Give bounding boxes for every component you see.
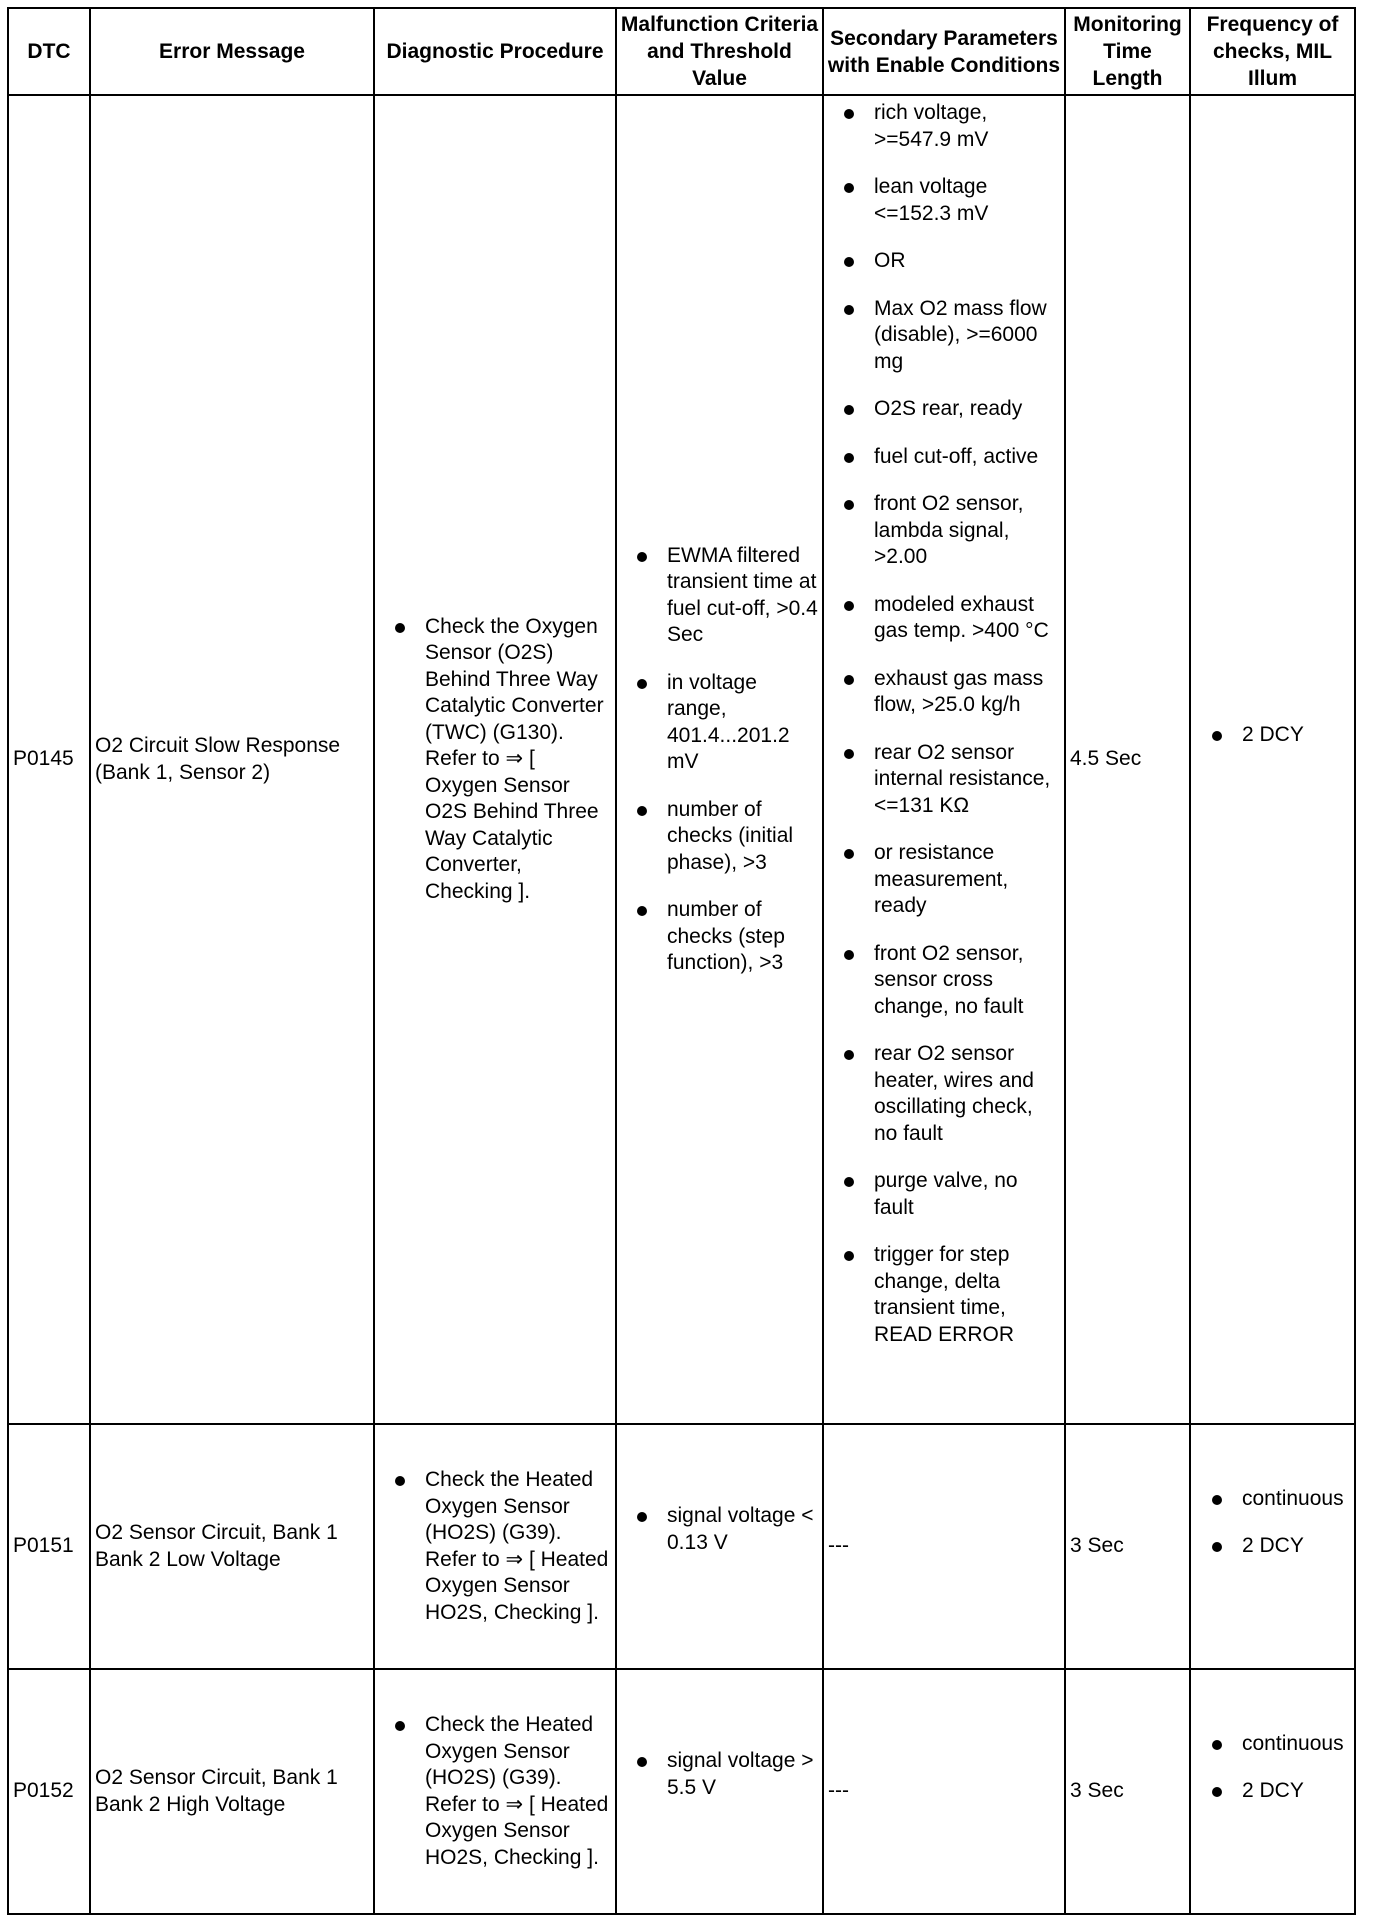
secondary-parameters: --- bbox=[823, 1424, 1065, 1669]
list-item: trigger for step change, delta transient time, READ ERROR bbox=[828, 1242, 1060, 1348]
list-item: 2 DCY bbox=[1195, 1533, 1350, 1560]
diagnostic-procedure bbox=[374, 1424, 616, 1669]
list-item: exhaust gas mass flow, >25.0 kg/h bbox=[828, 666, 1060, 719]
list-item: 2 DCY bbox=[1195, 722, 1350, 749]
header-malfunction-criteria: Malfunction Criteria and Threshold Value bbox=[616, 8, 823, 95]
list-item: lean voltage <=152.3 mV bbox=[828, 174, 1060, 227]
header-row bbox=[8, 8, 1355, 95]
list-item: rear O2 sensor internal resistance, <=131 KΩ bbox=[828, 740, 1060, 820]
secondary-parameters: --- bbox=[823, 1669, 1065, 1914]
list-item: rich voltage, >=547.9 mV bbox=[828, 100, 1060, 153]
list-item: 2 DCY bbox=[1195, 1778, 1350, 1805]
list-item: in voltage range, 401.4...201.2 mV bbox=[621, 670, 818, 776]
header-frequency: Frequency of checks, MIL Illum bbox=[1190, 8, 1355, 95]
table-row bbox=[8, 95, 1355, 1424]
list-item: number of checks (step function), >3 bbox=[621, 897, 818, 977]
list-item: rear O2 sensor heater, wires and oscillating check, no fault bbox=[828, 1041, 1060, 1147]
list-item: Check the Oxygen Sensor (O2S) Behind Three Way Catalytic Converter (TWC) (G130). Refer to ⇒ [ Oxygen Sensor O2S Behind Three Way Catalytic Converter, Checking ]. bbox=[379, 614, 611, 906]
dtc-code: P0145 bbox=[8, 95, 90, 1424]
malfunction-criteria bbox=[616, 1669, 823, 1914]
frequency bbox=[1190, 1669, 1355, 1914]
table-row bbox=[8, 1669, 1355, 1914]
list-item: front O2 sensor, sensor cross change, no fault bbox=[828, 941, 1060, 1021]
frequency bbox=[1190, 1424, 1355, 1669]
dtc-code: P0151 bbox=[8, 1424, 90, 1669]
malfunction-criteria bbox=[616, 1424, 823, 1669]
malfunction-criteria bbox=[616, 95, 823, 1424]
error-message: O2 Circuit Slow Response (Bank 1, Sensor 2) bbox=[90, 95, 374, 1424]
list-item: Check the Heated Oxygen Sensor (HO2S) (G39). Refer to ⇒ [ Heated Oxygen Sensor HO2S, Checking ]. bbox=[379, 1467, 611, 1626]
list-item: Max O2 mass flow (disable), >=6000 mg bbox=[828, 296, 1060, 376]
list-item: front O2 sensor, lambda signal, >2.00 bbox=[828, 491, 1060, 571]
error-message: O2 Sensor Circuit, Bank 1 Bank 2 High Voltage bbox=[90, 1669, 374, 1914]
header-secondary-parameters: Secondary Parameters with Enable Conditions bbox=[823, 8, 1065, 95]
list-item: signal voltage > 5.5 V bbox=[621, 1748, 818, 1801]
monitoring-time: 3 Sec bbox=[1065, 1669, 1190, 1914]
diagnostic-procedure bbox=[374, 95, 616, 1424]
list-item: O2S rear, ready bbox=[828, 396, 1060, 423]
table-row bbox=[8, 1424, 1355, 1669]
dtc-table bbox=[7, 7, 1356, 1915]
list-item: fuel cut-off, active bbox=[828, 444, 1060, 471]
list-item: modeled exhaust gas temp. >400 °C bbox=[828, 592, 1060, 645]
header-error-message: Error Message bbox=[90, 8, 374, 95]
header-monitoring-time: Monitoring Time Length bbox=[1065, 8, 1190, 95]
monitoring-time: 3 Sec bbox=[1065, 1424, 1190, 1669]
secondary-parameters bbox=[823, 95, 1065, 1424]
list-item: or resistance measurement, ready bbox=[828, 840, 1060, 920]
error-message: O2 Sensor Circuit, Bank 1 Bank 2 Low Voltage bbox=[90, 1424, 374, 1669]
list-item: continuous bbox=[1195, 1731, 1350, 1758]
dtc-code: P0152 bbox=[8, 1669, 90, 1914]
header-dtc: DTC bbox=[8, 8, 90, 95]
header-diagnostic-procedure: Diagnostic Procedure bbox=[374, 8, 616, 95]
frequency bbox=[1190, 95, 1355, 1424]
list-item: Check the Heated Oxygen Sensor (HO2S) (G39). Refer to ⇒ [ Heated Oxygen Sensor HO2S, Checking ]. bbox=[379, 1712, 611, 1871]
list-item: signal voltage < 0.13 V bbox=[621, 1503, 818, 1556]
diagnostic-procedure bbox=[374, 1669, 616, 1914]
monitoring-time: 4.5 Sec bbox=[1065, 95, 1190, 1424]
list-item: purge valve, no fault bbox=[828, 1168, 1060, 1221]
list-item: number of checks (initial phase), >3 bbox=[621, 797, 818, 877]
list-item: OR bbox=[828, 248, 1060, 275]
list-item: continuous bbox=[1195, 1486, 1350, 1513]
list-item: EWMA filtered transient time at fuel cut-off, >0.4 Sec bbox=[621, 543, 818, 649]
